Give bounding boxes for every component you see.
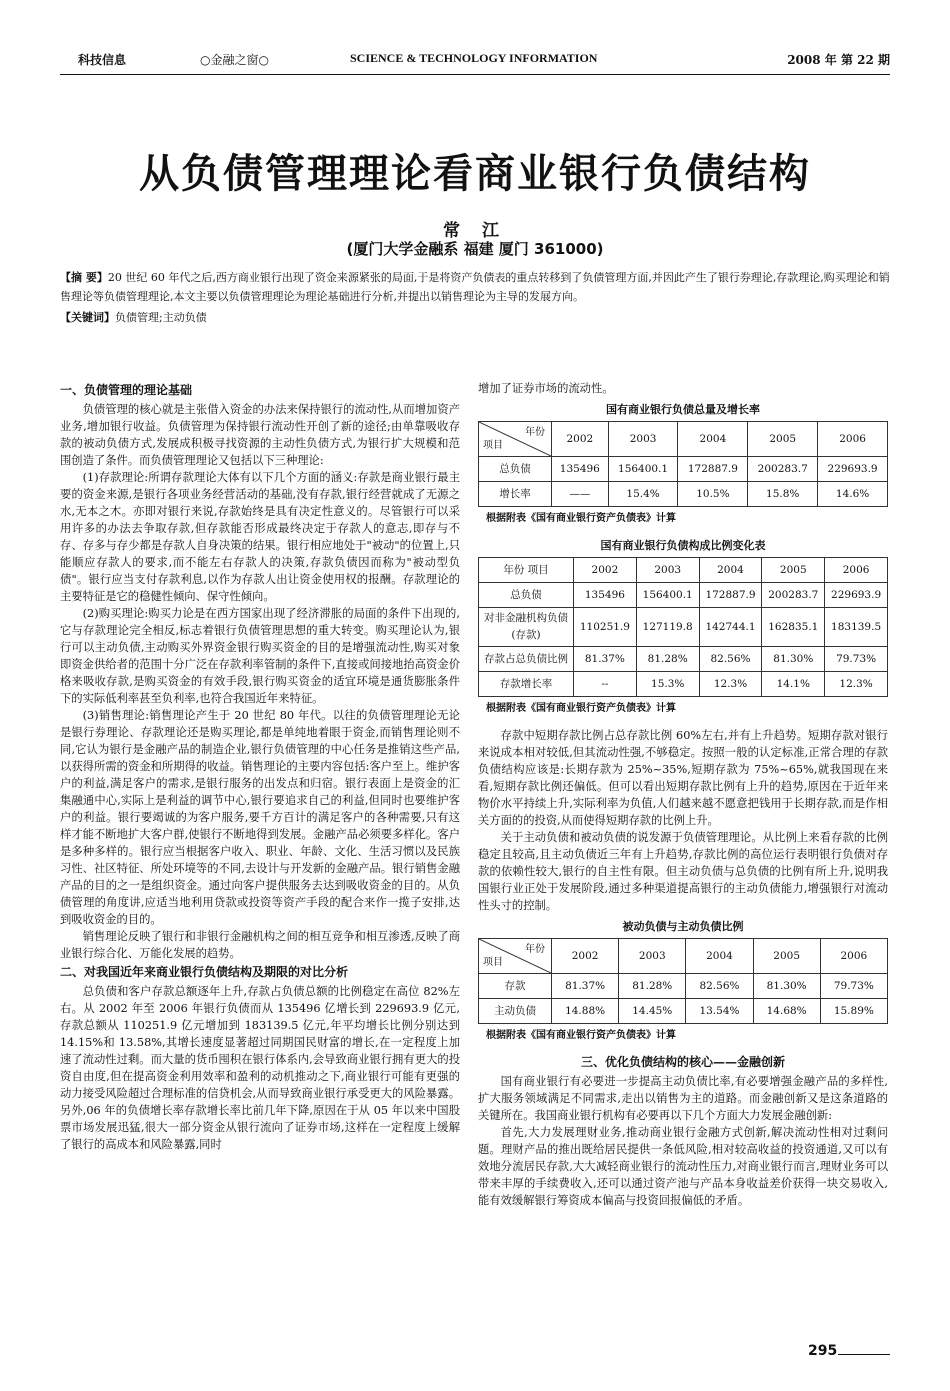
paragraph: (3)销售理论:销售理论产生于 20 世纪 80 年代。以往的负债管理理论无论是银行券理论、存款理论还是购买理论,都是单纯地着眼于资金,而销售理论则不同,它认为银行是金融产品的制造企业,银行负债管理的中心任务是推销这些产品,以获得所需的资金和所期得的收益。销售理论的主要内容包括:客户至上。维护客户的利益,满足客户的需求,是银行服务的出发点和归宿。银行表面上是资金的汇集融通中心,实际上是利益的调节中心,银行要追求自己的利益,但同时也要维护客户的利益。银行要竭诚的为客户服务,要千方百计的满足客户的各种需要,只有这样才能不断地扩大客户群,使银行不断地得到发展。金融产品必须要多样化。客户是多种多样的。银行应当根据客户收入、职业、年龄、文化、生活习惯以及民族习性、社区特征、所处环境等的不同,去设计与开发新的金融产品。银行销售金融产品的目的之一是组织资金。通过向客户提供服务去达到吸收资金的目的。从负债管理的角度讲,应适当地利用贷款或投资等资产手段的配合来作一揽子安排,达到吸收资金的目的。 — [60, 709, 460, 926]
footer-rule — [838, 1354, 890, 1355]
row-label: 总负债 — [479, 583, 574, 608]
table-cell: 172887.9 — [678, 457, 748, 482]
row-label: 对非金融机构负债(存款) — [479, 608, 574, 647]
table-row — [479, 974, 888, 999]
table-3-caption: 被动负债与主动负债比例 — [622, 920, 744, 933]
table-row — [479, 482, 888, 507]
table-cell: 14.1% — [762, 672, 825, 697]
table-row — [479, 583, 888, 608]
table-header-row — [479, 939, 888, 974]
row-label: 主动负债 — [479, 999, 552, 1024]
paragraph: (1)存款理论:所谓存款理论大体有以下几个方面的涵义:存款是商业银行最主要的资金来源,是银行各项业务经营活动的基础,没有存款,银行经营就成了无源之水,无本之木。亦即对银行来说,存款始终是具有决定性意义的。尽管银行可以采用许多的办法去争取存款,但存款能否形成最终决定于存款人的意志,即存与不存、存多与存少都是存款人自身决策的结果。银行相应地处于"被动"的位置上,只能顺应存款人的要求,而不能左右存款人的决策,存款负债因而称为"被动型负债"。银行应当支付存款利息,以作为存款人出让资金使用权的报酬。存款理论的主要特征是它的稳健性倾向、保守性倾向。 — [60, 471, 460, 603]
row-label: 存款占总负债比例 — [479, 647, 574, 672]
journal-english: SCIENCE & TECHNOLOGY INFORMATION — [350, 51, 598, 65]
table-row — [479, 672, 888, 697]
year-header: 2003 — [608, 422, 678, 457]
year-header: 2003 — [619, 939, 686, 974]
abstract-block — [60, 268, 890, 327]
year-header: 2004 — [686, 939, 753, 974]
table-cell: 156400.1 — [608, 457, 678, 482]
paragraph: 存款中短期存款比例占总存款比例 60%左右,并有上升趋势。短期存款对银行来说成本相对较低,但其流动性强,不够稳定。按照一般的认定标准,正常合理的存款负债结构应该是:长期存款为 25%~35%,短期存款为 75%~65%,就我国现在来看,短期存款比例还偏低。但可以看出短期存款比例有上升的趋势,原因在于近年来物价水平持续上升,实际利率为负值,人们越来越不愿意把钱用于长期存款,而是作相关方面的的投资,从而使得短期存款的比例上升。 — [478, 729, 888, 827]
diagonal-header-cell — [479, 939, 552, 974]
column-name: ○金融之窗○ — [200, 53, 269, 67]
table-cell: 81.37% — [552, 974, 619, 999]
table-cell: -- — [574, 672, 637, 697]
diag-top-label: 年份 — [525, 944, 545, 955]
row-label: 存款 — [479, 974, 552, 999]
table-cell: 229693.9 — [818, 457, 888, 482]
table-1-source: 根据附表《国有商业银行资产负债表》计算 — [486, 513, 676, 524]
diagonal-header-cell — [479, 422, 552, 457]
paragraph: 国有商业银行有必要进一步提高主动负债比率,有必要增强金融产品的多样性,扩大服务领域满足不同需求,走出以销售为主的道路。而金融创新又是这条道路的关键所在。我国商业银行机构有必要再以下几个方面大力发展金融创新: — [478, 1075, 888, 1122]
paragraph: 销售理论反映了银行和非银行金融机构之间的相互竞争和相互渗透,反映了商业银行综合化、万能化发展的趋势。 — [60, 930, 460, 960]
table-1 — [478, 421, 888, 507]
running-header — [60, 48, 890, 70]
year-header: 2005 — [762, 558, 825, 583]
table-cell: 15.89% — [820, 999, 887, 1024]
year-header: 2004 — [678, 422, 748, 457]
table-cell: 10.5% — [678, 482, 748, 507]
table-row — [479, 608, 888, 647]
paragraph: 总负债和客户存款总额逐年上升,存款占负债总额的比例稳定在高位 82%左右。从 2002 年至 2006 年银行负债而从 135496 亿增长到 229693.9 亿元,存款总额从 110251.9 亿元增加到 183139.5 亿元,年平均增长比例分别达到 14.15%和 13.58%,其增长速度显著超过同期国民财富的增长,在一定程度上加速了流动性过剩。而大量的货币囤积在银行体系内,会导致商业银行拥有更大的投资自由度,但在提高资金利用效率和盈利的动机推动之下,商业银行可能有更强的动力接受风险超过合理标准的信贷机会,从而导致商业银行承受更大的风险暴露。另外,06 年的负债增长率存款增长率比前几年下降,原因在于从 05 年以来中国股票市场发展迅猛,很大一部分资金从银行流向了证券市场,这样在一定程度上缓解了银行的高成本和风险暴露,同时 — [60, 985, 460, 1151]
table-cell: 81.30% — [753, 974, 820, 999]
table-cell: 82.56% — [686, 974, 753, 999]
diag-bottom-label: 项目 — [483, 440, 503, 451]
table-3 — [478, 938, 888, 1024]
keywords-line — [60, 308, 890, 327]
year-header: 2005 — [748, 422, 818, 457]
page-number: 295 — [808, 1343, 838, 1359]
year-header: 2002 — [552, 939, 619, 974]
abstract-paragraph — [60, 268, 890, 306]
issue-info: 2008 年 第 22 期 — [787, 53, 890, 67]
table-cell: 127119.8 — [636, 608, 699, 647]
header-rule — [60, 74, 890, 75]
table-cell: 14.45% — [619, 999, 686, 1024]
table-cell: 156400.1 — [636, 583, 699, 608]
table-cell: 200283.7 — [748, 457, 818, 482]
row-label: 存款增长率 — [479, 672, 574, 697]
paragraph: 关于主动负债和被动负债的说发源于负债管理理论。从比例上来看存款的比例稳定且较高,且主动负债近三年有上升趋势,存款比例的高位运行表明银行负债对存款的依赖性较大,银行的自主性有限。但主动负债与总负债的比例有所上升,说明我国银行业正处于发展阶段,通过多种渠道提高银行的主动负债能力,增强银行对流动性头寸的控制。 — [478, 831, 888, 912]
diag-bottom-label: 项目 — [483, 957, 503, 968]
table-cell: 229693.9 — [825, 583, 888, 608]
paragraph: 负债管理的核心就是主张借入资金的办法来保持银行的流动性,从而增加资产业务,增加银行收益。负债管理为保持银行流动性开创了新的途径;由单靠吸收存款的被动负债方式,发展成积极寻找资源的主动性负债方式,为银行扩大规模和范围创造了条件。而负债管理理论又包括以下三种理论: — [60, 403, 460, 467]
section-heading-3: 三、优化负债结构的核心——金融创新 — [580, 1055, 785, 1069]
table-cell: 79.73% — [820, 974, 887, 999]
table-cell: 12.3% — [825, 672, 888, 697]
year-header: 2006 — [820, 939, 887, 974]
diag-top-label: 年份 — [525, 427, 545, 438]
table-cell: 183139.5 — [825, 608, 888, 647]
year-header: 2002 — [552, 422, 609, 457]
table-row — [479, 999, 888, 1024]
table-cell: 81.28% — [636, 647, 699, 672]
table-cell: 81.30% — [762, 647, 825, 672]
abstract-text: 20 世纪 60 年代之后,西方商业银行出现了资金来源紧张的局面,于是将资产负债表的重点转移到了负债管理方面,并因此产生了银行券理论,存款理论,购买理论和销售理论等负债管理理论,本文主要以负债管理理论为理论基础进行分析,并提出以销售理论为主导的发展方向。 — [60, 271, 890, 303]
table-cell: 15.4% — [608, 482, 678, 507]
year-header: 2002 — [574, 558, 637, 583]
year-header: 2005 — [753, 939, 820, 974]
row-label: 增长率 — [479, 482, 552, 507]
left-column — [60, 380, 460, 1153]
right-column — [478, 380, 888, 1209]
table-cell: 81.28% — [619, 974, 686, 999]
table-header-row — [479, 558, 888, 583]
table-cell: 15.3% — [636, 672, 699, 697]
table-header-row — [479, 422, 888, 457]
table-2-caption: 国有商业银行负债构成比例变化表 — [600, 539, 766, 552]
year-header: 2006 — [818, 422, 888, 457]
keywords-text: 负债管理;主动负债 — [115, 311, 207, 324]
table-cell: 135496 — [574, 583, 637, 608]
table-cell: 135496 — [552, 457, 609, 482]
table-cell: 81.37% — [574, 647, 637, 672]
table-2 — [478, 557, 888, 697]
article-title: 从负债管理理论看商业银行负债结构 — [139, 150, 811, 197]
table-cell: 14.88% — [552, 999, 619, 1024]
table-cell: 14.68% — [753, 999, 820, 1024]
table-cell: 12.3% — [699, 672, 762, 697]
paragraph: 首先,大力发展理财业务,推动商业银行金融方式创新,解决流动性相对过剩问题。理财产品的推出既给居民提供一条低风险,相对较高收益的投资通道,又可以有效地分流居民存款,大大减轻商业银行的流动性压力,对商业银行而言,理财业务可以带来丰厚的手续费收入,还可以通过资产池与产品本身收益差价获得一块交易收入,能有效缓解银行筹资成本偏高与投资回报偏低的矛盾。 — [478, 1126, 888, 1207]
table-cell: 142744.1 — [699, 608, 762, 647]
table-row — [479, 647, 888, 672]
table-cell: 82.56% — [699, 647, 762, 672]
section-heading-2: 二、对我国近年来商业银行负债结构及期限的对比分析 — [60, 965, 349, 979]
table-cell: 162835.1 — [762, 608, 825, 647]
table-cell: 200283.7 — [762, 583, 825, 608]
section-heading-1: 一、负债管理的理论基础 — [60, 383, 193, 397]
year-header: 2003 — [636, 558, 699, 583]
table-cell: 14.6% — [818, 482, 888, 507]
abstract-label: 【摘 要】 — [60, 271, 108, 284]
year-header: 2006 — [825, 558, 888, 583]
table-cell: 15.8% — [748, 482, 818, 507]
author-name: 常 江 — [443, 221, 507, 241]
table-2-source: 根据附表《国有商业银行资产负债表》计算 — [486, 703, 676, 714]
header-cell: 年份 项目 — [479, 558, 574, 583]
table-cell: 172887.9 — [699, 583, 762, 608]
table-cell: —— — [552, 482, 609, 507]
table-cell: 13.54% — [686, 999, 753, 1024]
table-cell: 79.73% — [825, 647, 888, 672]
paragraph: (2)购买理论:购买力论是在西方国家出现了经济滞胀的局面的条件下出现的,它与存款理论完全相反,标志着银行负债管理思想的重大转变。购买理论认为,银行可以主动负债,主动购买外界资金银行购买资金的目的是增强流动性,购买对象即资金供给者的范围十分广泛在存款利率管制的条件下,直接或间接地抬高资金价格来吸收存款,是购买资金的有效手段,银行购买资金的适宜环境是通货膨胀条件下的实际低利率甚至负利率,也符合我国近年来特征。 — [60, 607, 460, 705]
row-label: 总负债 — [479, 457, 552, 482]
year-header: 2004 — [699, 558, 762, 583]
journal-name: 科技信息 — [78, 53, 127, 67]
table-cell: 110251.9 — [574, 608, 637, 647]
table-row — [479, 457, 888, 482]
table-1-caption: 国有商业银行负债总量及增长率 — [606, 403, 760, 416]
paragraph: 增加了证券市场的流动性。 — [478, 382, 614, 395]
author-affiliation: (厦门大学金融系 福建 厦门 361000) — [346, 240, 604, 258]
table-3-source: 根据附表《国有商业银行资产负债表》计算 — [486, 1030, 676, 1041]
keywords-label: 【关键词】 — [60, 311, 115, 324]
